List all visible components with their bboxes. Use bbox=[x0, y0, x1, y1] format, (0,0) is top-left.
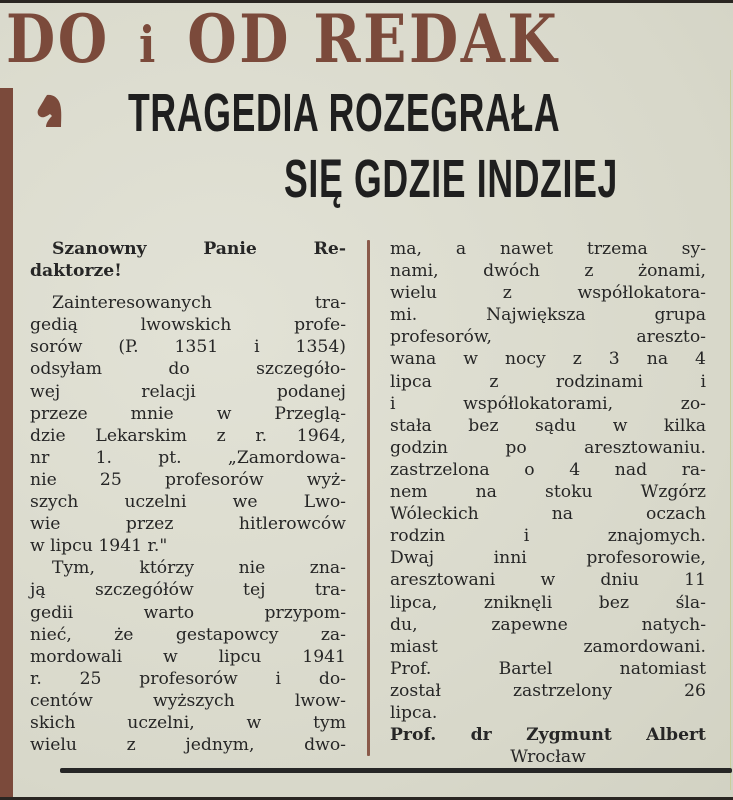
masthead-part-3: OD REDAK bbox=[187, 0, 560, 78]
article-text-line: centów wyższych lwow- bbox=[30, 690, 346, 711]
article-text-line: gedią lwowskich profe- bbox=[30, 315, 346, 336]
article-text-line: profesorów, areszto- bbox=[390, 327, 706, 348]
article-text-line: sorów (P. 1351 i 1354) bbox=[30, 337, 346, 358]
article-text-line: lipca z rodzinami i bbox=[390, 371, 706, 392]
article-text-line: nr 1. pt. „Zamordowa- bbox=[30, 447, 346, 468]
article-text-line: szych uczelni we Lwo- bbox=[30, 492, 346, 513]
article-text-line: gedii warto przypom- bbox=[30, 602, 346, 623]
article-text-line: rodzin i znajomych. bbox=[390, 526, 706, 547]
article-text-line: du, zapewne natych- bbox=[390, 614, 706, 635]
paragraph-gap bbox=[30, 282, 346, 292]
article-text-line: stała bez sądu w kilka bbox=[390, 415, 706, 436]
article-column-1 bbox=[30, 238, 346, 756]
headline-line-2: SIĘ GDZIE INDZIEJ bbox=[284, 149, 619, 209]
article-column-2 bbox=[390, 238, 706, 768]
article-text-line: w lipcu 1941 r." bbox=[30, 536, 168, 557]
article-text-line: i współlokatorami, zo- bbox=[390, 393, 706, 414]
article-text-line: wielu z jednym, dwo- bbox=[30, 735, 346, 756]
article-text-line: dzie Lekarskim z r. 1964, bbox=[30, 425, 346, 446]
article-text-line: r. 25 profesorów i do- bbox=[30, 668, 346, 689]
article-text-line: Tym, którzy nie zna- bbox=[52, 558, 346, 579]
article-text-line: nami, dwóch z żonami, bbox=[390, 261, 706, 282]
article-text-line: przeze mnie w Przeglą- bbox=[30, 403, 346, 424]
article-text-line: mordowali w lipcu 1941 bbox=[30, 646, 346, 667]
article-text-line: wielu z współlokatora- bbox=[390, 283, 706, 304]
right-edge-line bbox=[730, 70, 731, 790]
article-text-line: nie 25 profesorów wyż- bbox=[30, 469, 346, 490]
article-text-line: nieć, że gestapowcy za- bbox=[30, 624, 346, 645]
chess-knight-icon bbox=[36, 94, 62, 128]
article-text-line: ją szczegółów tej tra- bbox=[30, 580, 346, 601]
article-text-line: daktorze! bbox=[30, 261, 122, 282]
article-text-line: skich uczelni, w tym bbox=[30, 712, 346, 733]
article-text-line: został zastrzelony 26 bbox=[390, 680, 706, 701]
article-text-line: Szanowny Panie Re- bbox=[52, 239, 346, 259]
headline-line-1: TRAGEDIA ROZEGRAŁA bbox=[128, 83, 561, 143]
article-text-line: zastrzelona o 4 nad ra- bbox=[390, 459, 706, 480]
article-text-line: wie przez hitlerowców bbox=[30, 514, 346, 535]
column-divider bbox=[367, 240, 370, 756]
article-text-line: Prof. Bartel natomiast bbox=[390, 658, 706, 679]
article-text-line: lipca, zniknęli bez śla- bbox=[390, 592, 706, 613]
article-text-line: lipca. bbox=[390, 702, 438, 723]
article-text-line: wana w nocy z 3 na 4 bbox=[390, 349, 706, 370]
article-text-line: Wóleckich na oczach bbox=[390, 504, 706, 525]
article-text-line: Dwaj inni profesorowie, bbox=[390, 548, 706, 569]
article-text-line: ma, a nawet trzema sy- bbox=[390, 239, 706, 259]
signature-author: Prof. dr Zygmunt Albert bbox=[390, 725, 706, 746]
masthead-part-1: DO bbox=[6, 0, 110, 78]
article-text-line: nem na stoku Wzgórz bbox=[390, 482, 706, 503]
article-text-line: wej relacji podanej bbox=[30, 381, 346, 402]
signature-city: Wrocław bbox=[510, 747, 586, 768]
article-text-line: odsyłam do szczegóło- bbox=[30, 359, 346, 380]
article-text-line: miast zamordowani. bbox=[390, 636, 706, 657]
left-accent-bar bbox=[0, 88, 13, 800]
section-masthead bbox=[6, 0, 560, 78]
article-text-line: aresztowani w dniu 11 bbox=[390, 570, 706, 591]
masthead-part-2: i bbox=[139, 15, 158, 74]
article-text-line: godzin po aresztowaniu. bbox=[390, 437, 706, 458]
bottom-rule bbox=[60, 768, 732, 773]
article-text-line: Zainteresowanych tra- bbox=[52, 293, 346, 314]
article-text-line: mi. Największa grupa bbox=[390, 305, 706, 326]
